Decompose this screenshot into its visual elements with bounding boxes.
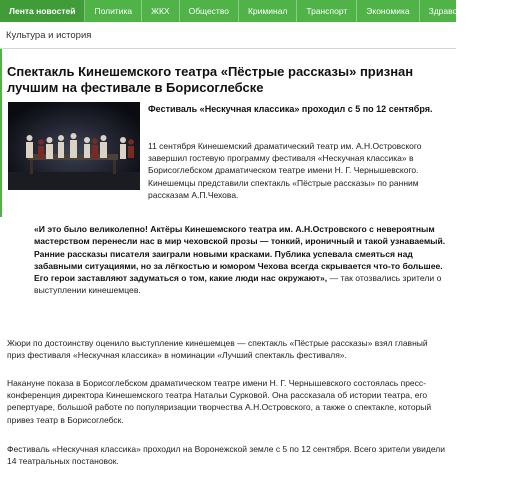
nav-item-transport[interactable]: Транспорт xyxy=(297,0,357,22)
nav-item-crime[interactable]: Криминал xyxy=(239,0,297,22)
quote-attribution: — так отозвались зрители о выступлении кинешемцев. xyxy=(34,273,442,296)
top-navigation xyxy=(0,0,500,22)
theatre-stage-image xyxy=(8,102,140,190)
article-lead: Фестиваль «Нескучная классика» проходил с 5 по 12 сентября. xyxy=(148,104,433,114)
accent-line xyxy=(0,49,2,217)
section-link-culture[interactable]: Культура и история xyxy=(6,29,92,41)
article-quote xyxy=(34,223,446,297)
article-paragraph-festival: Фестиваль «Нескучная классика» проходил на Воронежской земле с 5 по 12 сентября. Всего зрители увидели 14 театральных постановок. xyxy=(7,444,445,467)
section-breadcrumb xyxy=(0,22,456,49)
nav-item-news-feed[interactable]: Лента новостей xyxy=(0,0,85,22)
nav-item-healthcare[interactable]: Здравоохранение xyxy=(420,0,509,22)
nav-item-economy[interactable]: Экономика xyxy=(357,0,419,22)
nav-item-housing[interactable]: ЖКХ xyxy=(142,0,179,22)
quote-text: «И это было великолепно! Актёры Кинешемского театра им. А.Н.Островского с невероятным мастерством перенесли нас в мир чеховской прозы — тонкий, ироничный и такой узнаваемый. Ранние рассказы писателя заиграли новыми красками. Публика успевала смеяться над забавными ситуациями, но за лёгкостью и юмором Чехова всегда скрывается что-то большее. Его герои заставляют задуматься о том, какие люди нас окружают», xyxy=(34,224,446,284)
article-paragraph-press: Накануне показа в Борисоглебском драматическом театре имени Н. Г. Чернышевского состоялась пресс-конференция директора Кинешемского театра Натальи Сурковой. Она рассказала об истории театра, его репертуаре, большой работе по популяризации творчества А.Н.Островского, а также о спектакле, который привез театр в Борисоглебск. xyxy=(7,378,432,425)
nav-item-politics[interactable]: Политика xyxy=(85,0,142,22)
article-photo xyxy=(8,102,140,190)
nav-item-society[interactable]: Общество xyxy=(180,0,239,22)
article-title: Спектакль Кинешемского театра «Пёстрые рассказы» признан лучшим на фестивале в Борисоглебске xyxy=(7,64,414,95)
article-paragraph-jury: Жюри по достоинству оценило выступление кинешемцев — спектакль «Пёстрые рассказы» взял главный приз фестиваля «Нескучная классика» в номинации «Лучший спектакль фестиваля». xyxy=(7,338,428,361)
article-intro: 11 сентября Кинешемский драматический театр им. А.Н.Островского завершил гостевую программу фестиваля «Нескучная классика» в Борисоглебском драматическом театре имени Н. Г. Чернышевского. Кинешемцы представили спектакль «Пёстрые рассказы» по ранним рассказам А.П.Чехова. xyxy=(148,141,422,200)
